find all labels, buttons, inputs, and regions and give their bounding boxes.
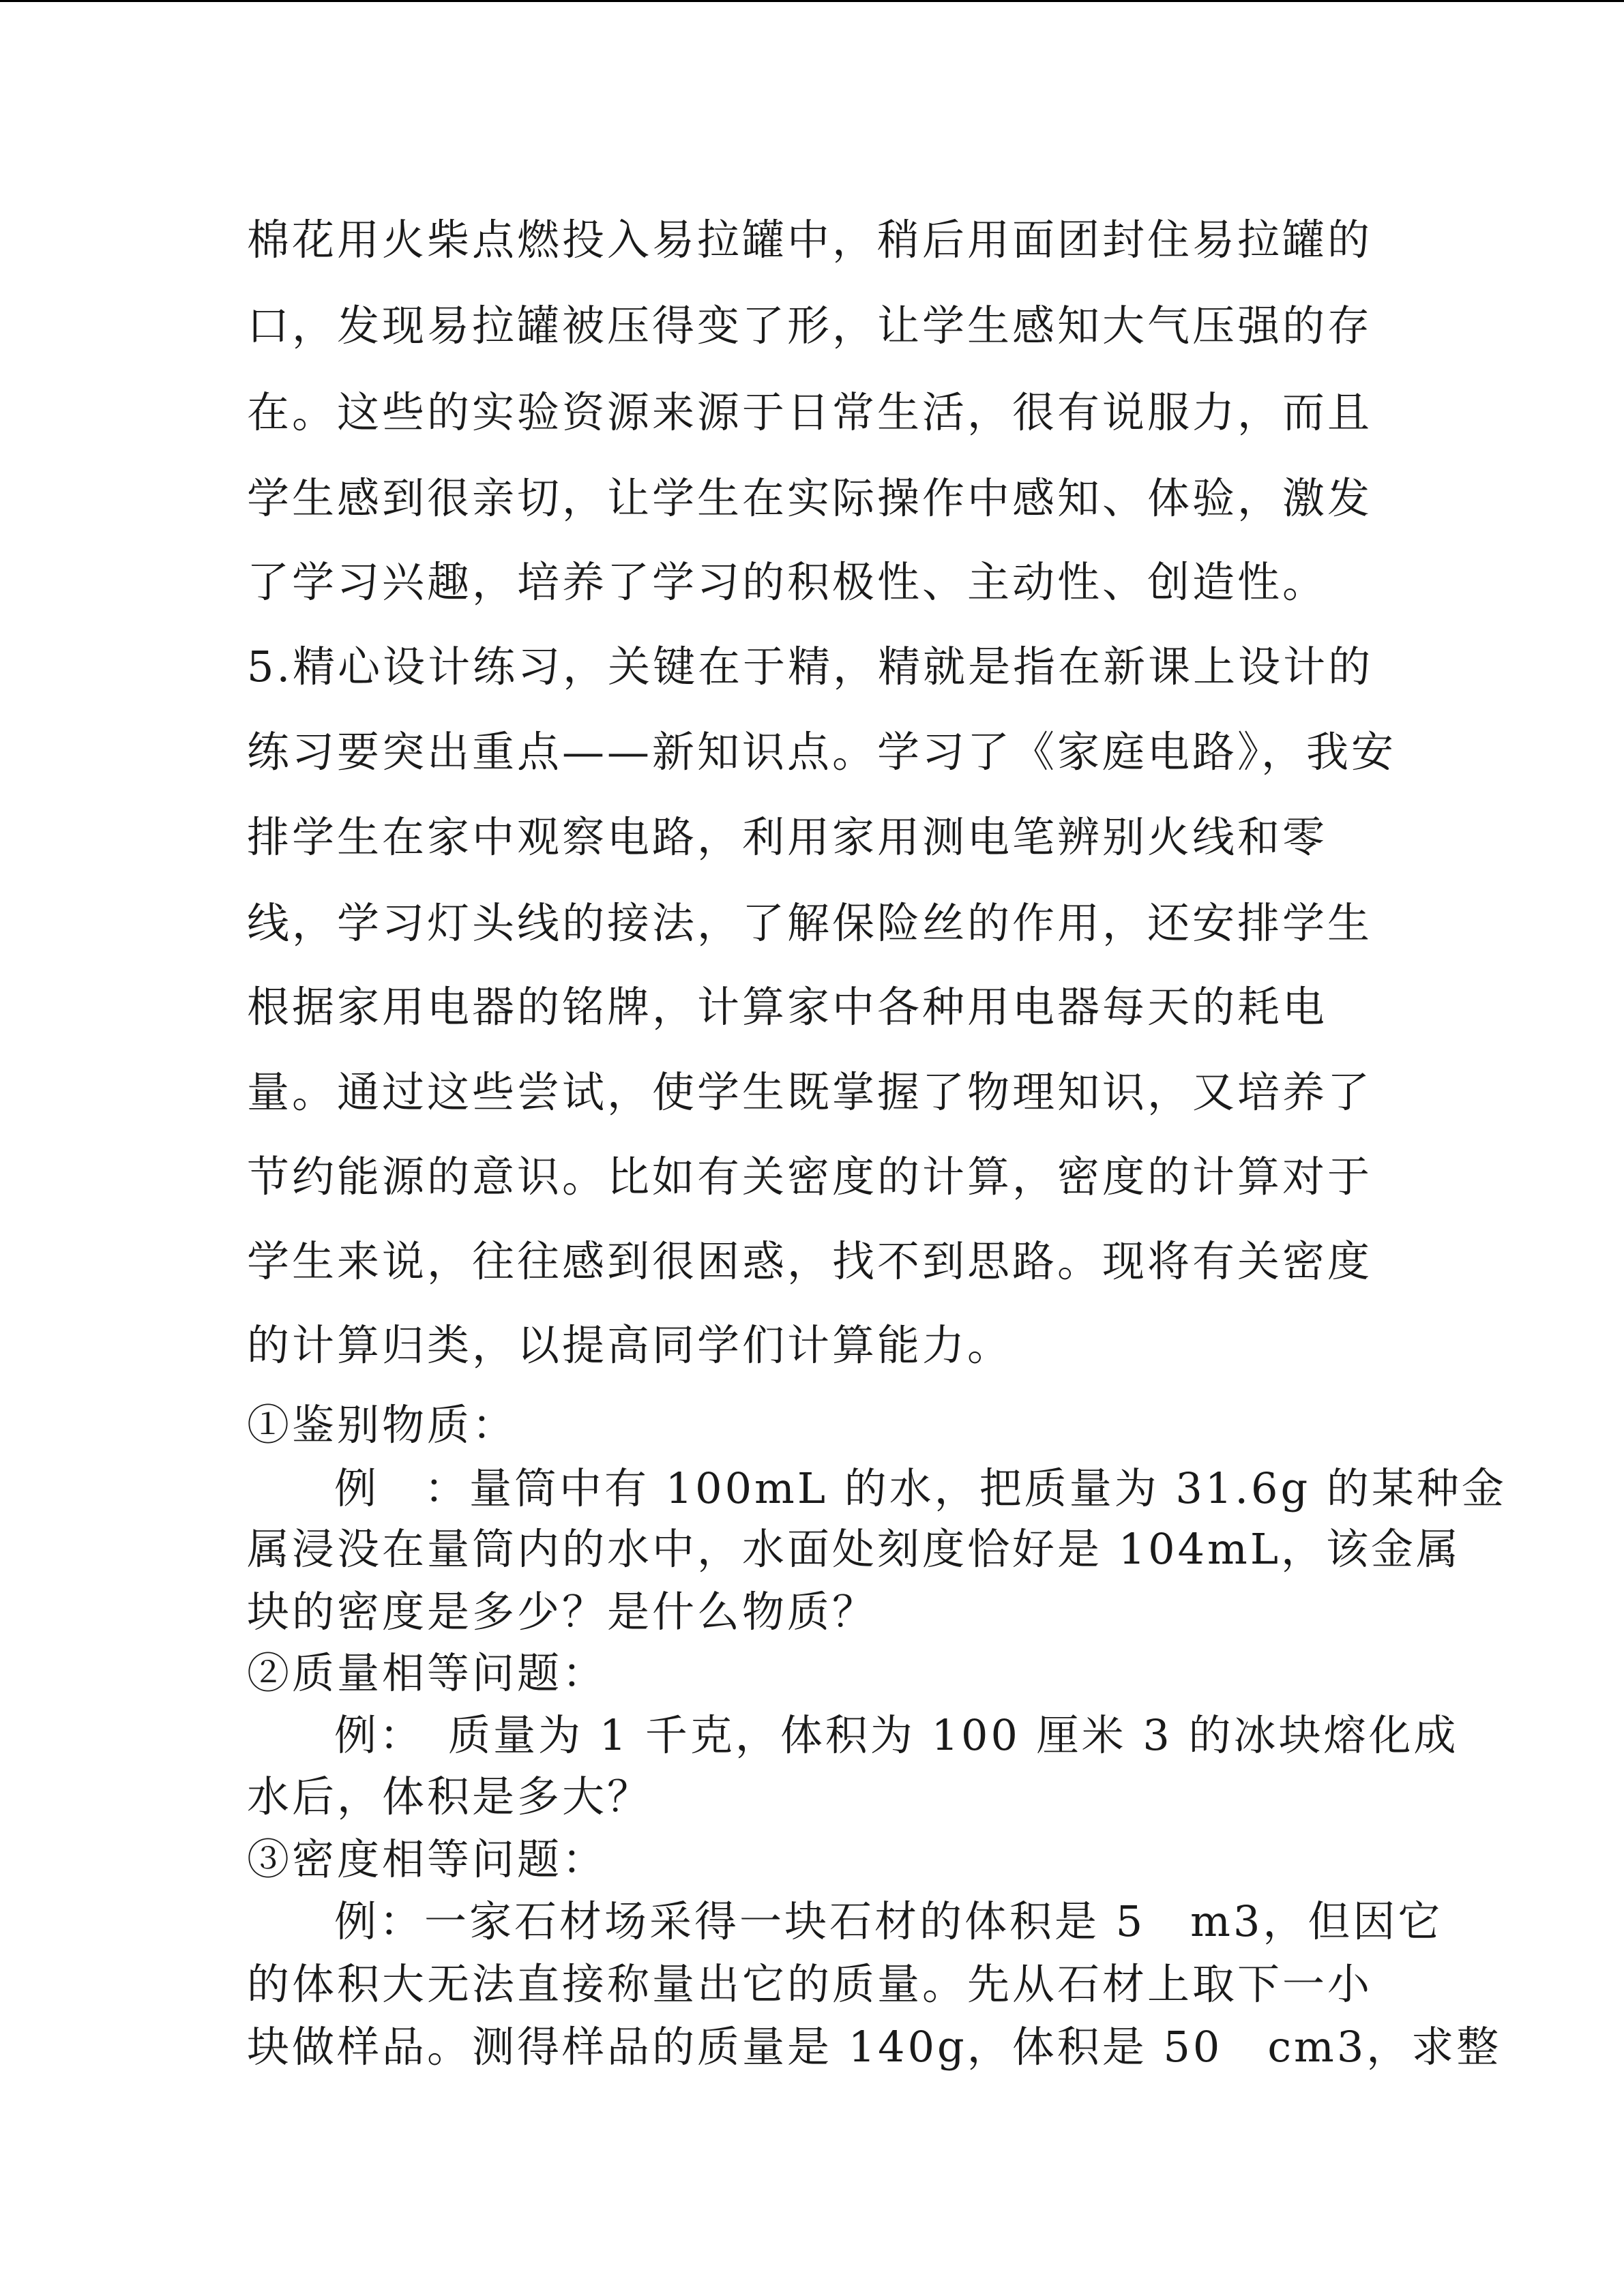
example-line: 例：一家石材场采得一块石材的体积是 5 m3，但因它 [334, 1896, 1443, 1946]
example-line: 例： 质量为 1 千克，体积为 100 厘米 3 的冰块熔化成 [334, 1710, 1459, 1760]
text-line: 学生来说，往往感到很困惑，找不到思路。现将有关密度 [247, 1236, 1373, 1286]
text-line: 线，学习灯头线的接法，了解保险丝的作用，还安排学生 [247, 898, 1373, 948]
top-border-rule [0, 0, 1624, 2]
text-line: 量。通过这些尝试，使学生既掌握了物理知识，又培养了 [247, 1067, 1373, 1117]
text-line: 学生感到很亲切，让学生在实际操作中感知、体验，激发 [247, 473, 1373, 523]
text-line: 块做样品。测得样品的质量是 140g，体积是 50 cm3，求整 [247, 2022, 1502, 2072]
text-line: 节约能源的意识。比如有关密度的计算，密度的计算对于 [247, 1152, 1373, 1202]
text-line: 的体积大无法直接称量出它的质量。先从石材上取下一小 [247, 1959, 1373, 2009]
text-line: 属浸没在量筒内的水中，水面处刻度恰好是 104mL，该金属 [247, 1524, 1462, 1574]
text-line: 根据家用电器的铭牌，计算家中各种用电器每天的耗电 [247, 982, 1328, 1032]
section-heading: ②质量相等问题： [247, 1648, 608, 1698]
text-line: 排学生在家中观察电路，利用家用测电笔辨别火线和零 [247, 812, 1328, 862]
text-line: 块的密度是多少？是什么物质？ [247, 1587, 878, 1637]
text-line: 练习要突出重点——新知识点。学习了《家庭电路》，我安 [247, 727, 1397, 777]
text-line: 的计算归类，以提高同学们计算能力。 [247, 1320, 1013, 1370]
text-line: 5.精心设计练习，关键在于精，精就是指在新课上设计的 [247, 642, 1374, 691]
text-line: 口，发现易拉罐被压得变了形，让学生感知大气压强的存 [247, 301, 1373, 351]
section-heading: ①鉴别物质： [247, 1400, 518, 1450]
text-line: 了学习兴趣，培养了学习的积极性、主动性、创造性。 [247, 557, 1328, 607]
example-line: 例 ：量筒中有 100mL 的水，把质量为 31.6g 的某种金 [334, 1463, 1507, 1513]
text-line: 水后，体积是多大？ [247, 1772, 653, 1821]
text-line: 在。这些的实验资源来源于日常生活，很有说服力，而且 [247, 387, 1373, 437]
section-heading: ③密度相等问题： [247, 1834, 608, 1884]
text-line: 棉花用火柴点燃投入易拉罐中，稍后用面团封住易拉罐的 [247, 215, 1373, 265]
